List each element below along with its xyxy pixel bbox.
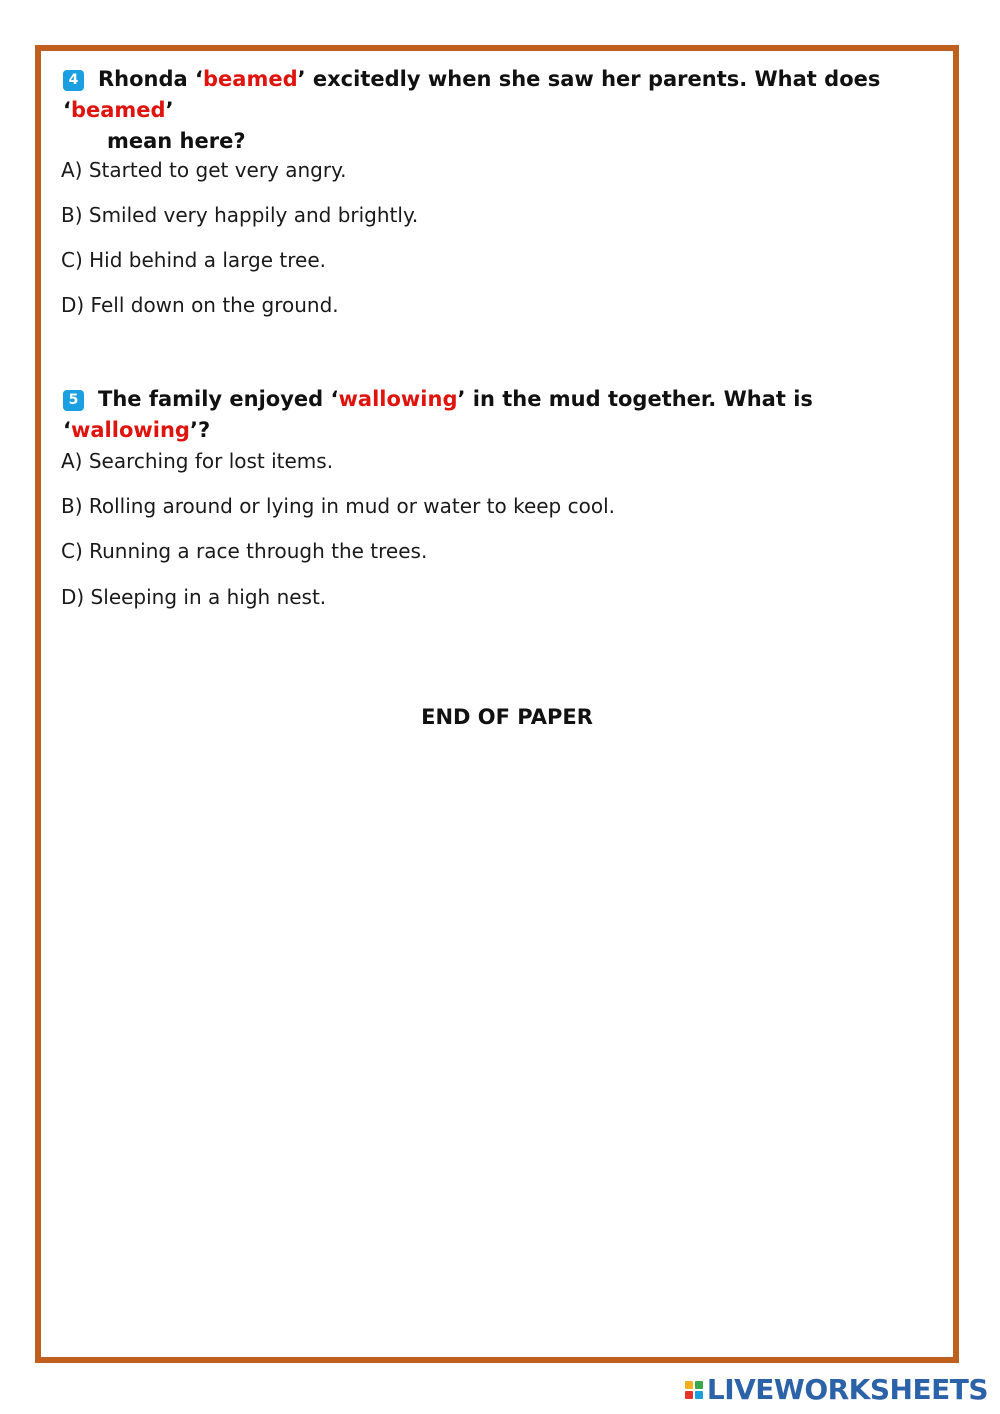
question-text-part: ’ in the mud together. What is ‘ [63,387,813,442]
answer-option-a[interactable]: A) Searching for lost items. [61,449,334,473]
liveworksheets-brand[interactable] [685,1372,988,1408]
answer-option-b[interactable]: B) Rolling around or lying in mud or water to keep cool. [61,494,615,518]
question-number-badge: 4 [63,70,84,91]
question-4 [63,64,948,157]
question-5 [63,384,948,446]
answer-option-a[interactable]: A) Started to get very angry. [61,158,347,182]
keyword-highlight: wallowing [338,387,458,411]
brand-name: LIVEWORKSHEETS [706,1373,988,1406]
answer-option-d[interactable]: D) Sleeping in a high nest. [61,585,327,609]
liveworksheets-logo-icon [685,1381,703,1399]
end-of-paper-label: END OF PAPER [421,705,593,729]
answer-option-b[interactable]: B) Smiled very happily and brightly. [61,203,419,227]
question-text-part: The family enjoyed ‘ [98,387,339,411]
keyword-highlight: beamed [203,67,298,91]
question-text-part: ’ excitedly when she saw her parents. What does ‘ [63,67,881,122]
question-text-part: ’? [189,418,211,442]
question-text-line2: mean here? [107,129,246,153]
answer-option-c[interactable]: C) Hid behind a large tree. [61,248,326,272]
question-number-badge: 5 [63,390,84,411]
answer-option-d[interactable]: D) Fell down on the ground. [61,293,339,317]
question-text-part: Rhonda ‘ [98,67,203,91]
keyword-highlight: wallowing [70,418,190,442]
keyword-highlight: beamed [70,98,166,122]
answer-option-c[interactable]: C) Running a race through the trees. [61,539,428,563]
question-text-part: ’ [165,98,174,122]
